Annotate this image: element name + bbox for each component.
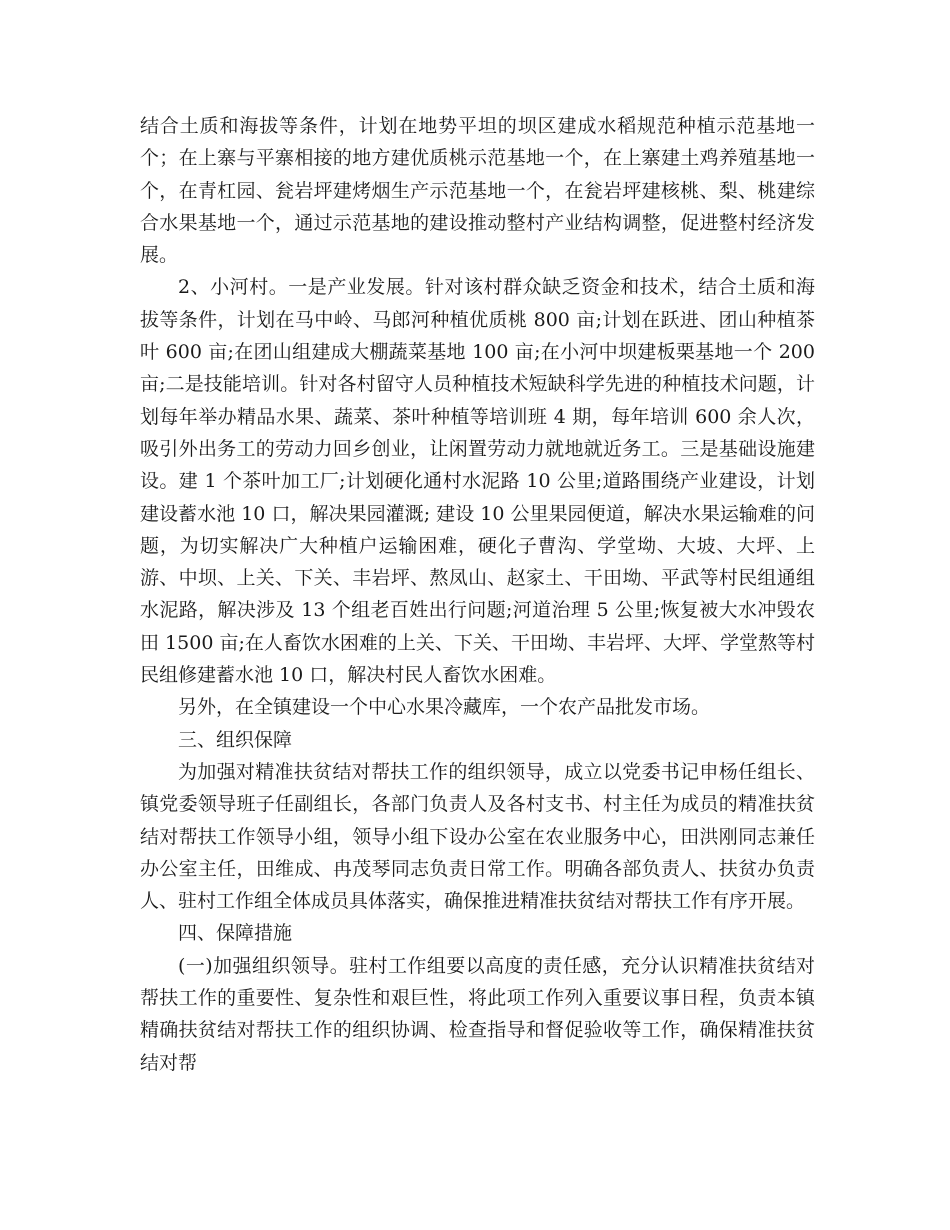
paragraph-xiaohe-village: 2、小河村。一是产业发展。针对该村群众缺乏资金和技术，结合土质和海拔等条件，计划在马中岭、马郎河种植优质桃 800 亩;计划在跃进、团山种植茶叶 600 亩;在团山组建成大棚蔬菜基地 100 亩;在小河中坝建板栗基地一个 200 亩;二是技能培训。针对各村留守人员种植技术短缺科学先进的种植技术问题，计划每年举办精品水果、蔬菜、茶叶种植等培训班 4 期，每年培训 600 余人次，吸引外出务工的劳动力回乡创业，让闲置劳动力就地就近务工。三是基础设施建设。建 1 个茶叶加工厂;计划硬化通村水泥路 10 公里;道路围绕产业建设，计划建设蓄水池 10 口，解决果园灌溉; 建设 10 公里果园便道，解决水果运输难的问题，为切实解决广大种植户运输困难，硬化子曹沟、学堂坳、大坡、大坪、上游、中坝、上关、下关、丰岩坪、熬凤山、赵家土、干田坳、平武等村民组通组水泥路，解决涉及 13 个组老百姓出行问题;河道治理 5 公里;恢复被大水冲毁农田 1500 亩;在人畜饮水困难的上关、下关、干田坳、丰岩坪、大坪、学堂熬等村民组修建蓄水池 10 口，解决村民人畜饮水困难。	[140, 276, 815, 687]
heading-organization-guarantee: 三、组织保障	[178, 728, 293, 751]
paragraph-additional: 另外，在全镇建设一个中心水果冷藏库，一个农产品批发市场。	[178, 696, 711, 719]
paragraph-continued: 结合土质和海拔等条件，计划在地势平坦的坝区建成水稻规范种植示范基地一个；在上寨与平寨相接的地方建优质桃示范基地一个，在上寨建土鸡养殖基地一个，在青杠园、瓮岩坪建烤烟生产示范基地一个，在瓮岩坪建核桃、梨、桃建综合水果基地一个，通过示范基地的建设推动整村产业结构调整，促进整村经济发展。	[140, 115, 815, 267]
paragraph-organization: 为加强对精准扶贫结对帮扶工作的组织领导，成立以党委书记申杨任组长、镇党委领导班子任副组长，各部门负责人及各村支书、村主任为成员的精准扶贫结对帮扶工作领导小组，领导小组下设办公室在农业服务中心，田洪刚同志兼任办公室主任，田维成、冉茂琴同志负责日常工作。明确各部负责人、扶贫办负责人、驻村工作组全体成员具体落实，确保推进精准扶贫结对帮扶工作有序开展。	[140, 760, 815, 913]
heading-guarantee-measures: 四、保障措施	[178, 922, 293, 945]
document-page	[140, 110, 815, 1079]
paragraph-strengthen-leadership: (一)加强组织领导。驻村工作组要以高度的责任感，充分认识精准扶贫结对帮扶工作的重要性、复杂性和艰巨性，将此项工作列入重要议事日程，负责本镇精确扶贫结对帮扶工作的组织协调、检查指导和督促验收等工作，确保精准扶贫结对帮	[140, 954, 815, 1074]
